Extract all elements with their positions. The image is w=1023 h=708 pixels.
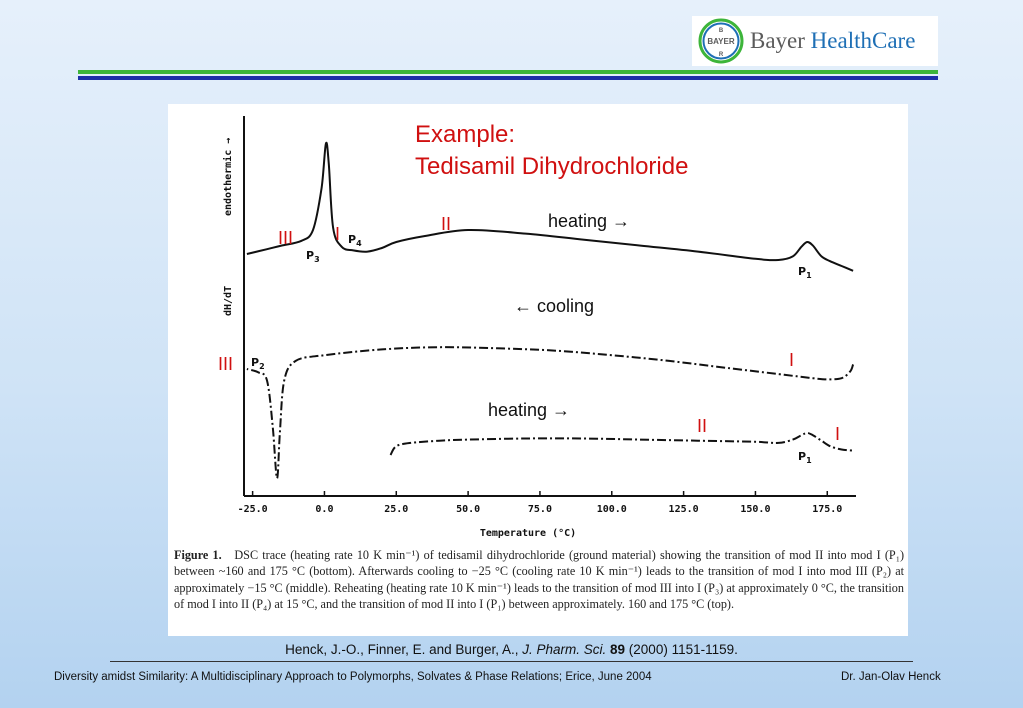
label-cooling: ← cooling bbox=[514, 296, 595, 316]
caption-label: Figure 1. bbox=[174, 548, 222, 562]
example-title-line2: Tedisamil Dihydrochloride bbox=[415, 153, 689, 180]
peak-label-p4: $P_4$ bbox=[348, 233, 362, 248]
x-tick-label: 0.0 bbox=[315, 504, 334, 515]
roman-top-III: III bbox=[278, 228, 294, 248]
roman-mid-I: I bbox=[789, 350, 795, 370]
peak-label-top-p1: $P_1$ bbox=[798, 265, 812, 280]
caption-text: DSC trace (heating rate 10 K min⁻¹) of tedisamil dihydrochloride (ground material) showing the transition of mod II into mod I (P₁) between ~160 and 175 °C (bottom). Afterwards cooling to −25 °C (cooling rate 10 K min⁻¹) leads to the transition of mod I into mod III (P₂) at approximately −15 °C (middle). Reheating (heating rate 10 K min⁻¹) leads to the transition of mod III into I (P₃) at approximately 0 °C, the transition of mod I into II (P₄) at 15 °C, and the transition of mod II into I (P₁) between approximately. 160 and 175 °C (top). bbox=[174, 548, 904, 612]
x-axis-label: Temperature (°C) bbox=[479, 528, 577, 539]
logo-word-bayer: Bayer bbox=[750, 28, 805, 53]
citation-journal: J. Pharm. Sci. bbox=[522, 642, 607, 657]
roman-bot-I: I bbox=[835, 424, 841, 444]
peak-label-p2: $P_2$ bbox=[251, 356, 265, 371]
logo-word-healthcare: HealthCare bbox=[810, 28, 916, 53]
bayer-cross-icon bbox=[698, 18, 744, 64]
logo-wordmark bbox=[750, 28, 915, 54]
citation-rule bbox=[110, 661, 913, 662]
roman-top-I: I bbox=[335, 224, 341, 244]
bayer-seal-text: BAYER bbox=[707, 37, 735, 46]
header-rule-blue bbox=[78, 76, 938, 80]
figure-panel bbox=[168, 104, 908, 636]
peak-label-p3: $P_3$ bbox=[306, 249, 320, 264]
header-rule-green bbox=[78, 70, 938, 74]
footer-conference: Diversity amidst Similarity: A Multidisciplinary Approach to Polymorphs, Solvates & Phase Relations; Erice, June 2004 bbox=[54, 671, 652, 683]
roman-bot-II: II bbox=[697, 416, 708, 436]
label-heating-top: heating → bbox=[548, 211, 631, 231]
dsc-chart bbox=[168, 104, 908, 544]
figure-caption bbox=[174, 547, 904, 613]
series-line-3 bbox=[391, 433, 854, 455]
x-tick-label: 150.0 bbox=[740, 504, 771, 515]
example-title-line1: Example: bbox=[415, 121, 516, 148]
peak-label-bot-p1: $P_1$ bbox=[798, 450, 812, 465]
citation-authors: Henck, J.-O., Finner, E. and Burger, A., bbox=[285, 642, 523, 657]
x-tick-label: 75.0 bbox=[527, 504, 552, 515]
x-tick-label: 25.0 bbox=[384, 504, 409, 515]
x-tick-label: 50.0 bbox=[456, 504, 481, 515]
x-tick-label: 100.0 bbox=[596, 504, 627, 515]
x-tick-label: 125.0 bbox=[668, 504, 699, 515]
citation-rest: (2000) 1151-1159. bbox=[625, 642, 738, 657]
x-tick-label: -25.0 bbox=[237, 504, 268, 515]
roman-mid-III: III bbox=[218, 354, 234, 374]
y-axis-label-top: endothermic → bbox=[223, 137, 234, 216]
x-tick-label: 175.0 bbox=[812, 504, 843, 515]
bayer-healthcare-logo bbox=[692, 16, 938, 66]
y-axis-label: dH/dT bbox=[223, 285, 234, 316]
label-heating-bottom: heating → bbox=[488, 400, 571, 420]
svg-text:B: B bbox=[718, 28, 724, 34]
x-tick-group bbox=[238, 491, 843, 515]
citation-volume: 89 bbox=[610, 642, 626, 657]
footer-author: Dr. Jan-Olav Henck bbox=[841, 671, 941, 683]
svg-text:R: R bbox=[718, 52, 724, 58]
citation bbox=[0, 642, 1023, 657]
roman-top-II: II bbox=[441, 214, 452, 234]
